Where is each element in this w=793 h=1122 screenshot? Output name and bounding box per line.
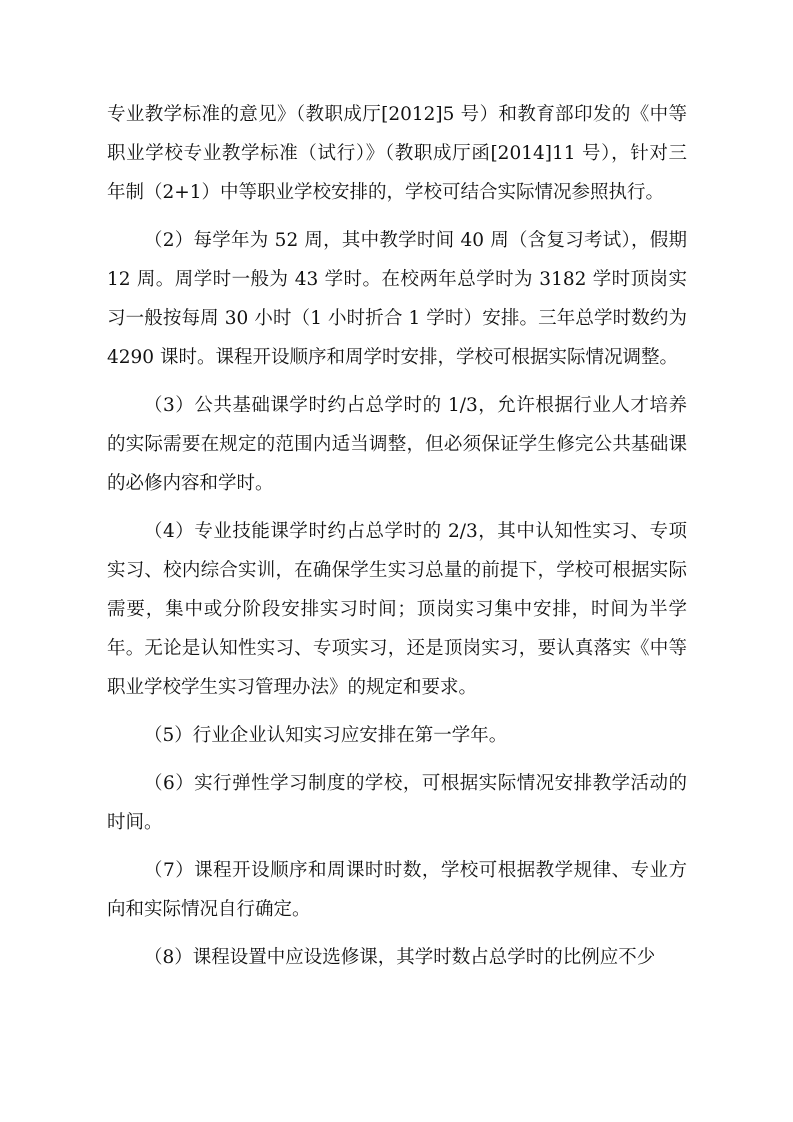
paragraph-item-3: （3）公共基础课学时约占总学时的 1/3，允许根据行业人才培养的实际需要在规定的范围内适当调整，但必须保证学生修完公共基础课的必修内容和学时。 xyxy=(107,395,687,494)
paragraph-item-2: （2）每学年为 52 周，其中教学时间 40 周（含复习考试），假期 12 周。周学时一般为 43 学时。在校两年总学时为 3182 学时顶岗实习一般按每周 30 小时（1 小时折合 1 学时）安排。三年总学时数约为 4290 课时。课程开设顺序和周学时安排，学校可根据实际情况调整。 xyxy=(107,230,687,368)
paragraph-item-6: （6）实行弹性学习制度的学校，可根据实际情况安排教学活动的时间。 xyxy=(107,773,687,833)
paragraph-item-8: （8）课程设置中应设选修课，其学时数占总学时的比例应不少 xyxy=(144,947,656,968)
body-text xyxy=(107,95,687,977)
paragraph-item-5: （5）行业企业认知实习应安排在第一学年。 xyxy=(144,725,508,746)
paragraph-item-7: （7）课程开设顺序和周课时时数，学校可根据教学规律、专业方向和实际情况自行确定。 xyxy=(107,860,687,920)
paragraph-continued: 专业教学标准的意见》（教职成厅[2012]5 号）和教育部印发的《中等职业学校专业教学标准（试行）》（教职成厅函[2014]11 号），针对三年制（2+1）中等职业学校安排的，学校可结合实际情况参照执行。 xyxy=(107,104,687,203)
paragraph-item-4: （4）专业技能课学时约占总学时的 2/3，其中认知性实习、专项实习、校内综合实训，在确保学生实习总量的前提下，学校可根据实际需要，集中或分阶段安排实习时间；顶岗实习集中安排，时间为半学年。无论是认知性实习、专项实习，还是顶岗实习，要认真落实《中等职业学校学生实习管理办法》的规定和要求。 xyxy=(107,521,687,698)
